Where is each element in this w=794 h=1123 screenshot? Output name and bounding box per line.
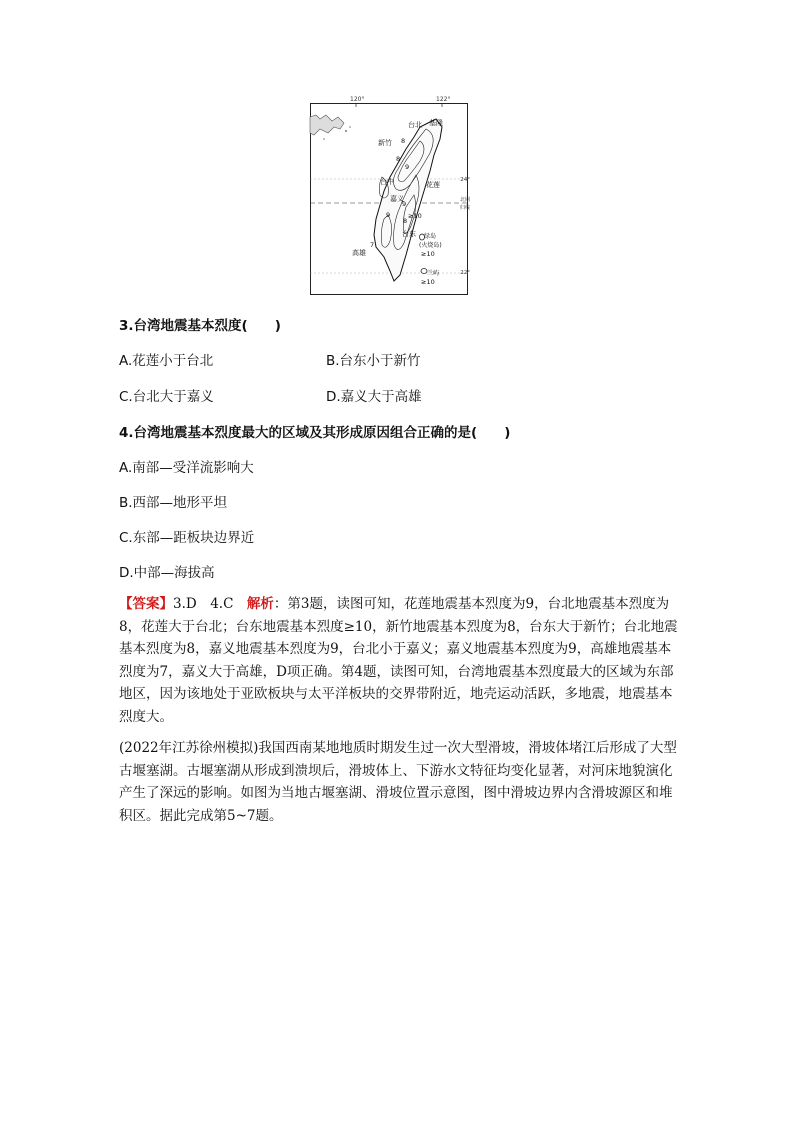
label-taidong: 台东 (402, 230, 416, 238)
passage-5-7: (2022年江苏徐州模拟)我国西南某地地质时期发生过一次大型滑坡，滑坡体堵江后形成了大型古堰塞湖。古堰塞湖从形成到溃坝后，滑坡体上、下游水文特征均变化显著，对河床地貌演化产生了深远的影响。如图为当地古堰塞湖、滑坡位置示意图，图中滑坡边界内含滑坡源区和堆积区。据此完成第5~7题。 (119, 740, 677, 824)
label-xinzhu: 新竹 (378, 139, 392, 147)
q4-option-b: B.西部—地形平坦 (119, 495, 228, 511)
lon-label-120: 120° (350, 96, 365, 103)
intensity-8-xinzhu: 8 (401, 137, 406, 145)
answer-keys: 3.D 4.C (173, 596, 247, 612)
q3-option-c: C.台北大于嘉义 (119, 389, 214, 405)
label-hualian: 花莲 (426, 181, 440, 189)
tropic-label-1: 北回 (459, 197, 470, 203)
analysis-text: ：第3题，读图可知，花莲地震基本烈度为9，台北地震基本烈度为8，花莲大于台北；台东地震基本烈度≥10，新竹地震基本烈度为8，台东大于新竹；台北地震基本烈度为8，嘉义地震基本烈度为9，台北小于嘉义；嘉义地震基本烈度为9，高雄地震基本烈度为7，嘉义大于高雄，D项正确。第4题，读图可知，台湾地震基本烈度最大的区域为东部地区，因为该地处于亚欧板块与太平洋板块的交界带附近，地壳运动活跃，多地震，地震基本烈度大。 (119, 596, 678, 725)
lat-label-22: 22° (460, 270, 470, 276)
tropic-label-2: 归线 (459, 205, 470, 211)
label-lvdao: 绿岛 (424, 233, 437, 240)
taiwan-earthquake-intensity-map (310, 95, 468, 295)
q4-option-d: D.中部—海拔高 (119, 565, 215, 581)
answer-explanation (119, 593, 679, 728)
label-jiayi: 嘉义 (390, 195, 404, 203)
label-lvdao-note: (火烧岛) (419, 242, 442, 249)
intensity-8-central: 8 (403, 217, 408, 225)
label-jilong: 基隆 (429, 119, 443, 127)
answer-tag: 【答案】 (119, 596, 173, 612)
intensity-ge10-lanyu: ≥10 (421, 278, 435, 286)
question-4-stem: 4.台湾地震基本烈度最大的区域及其形成原因组合正确的是( ) (119, 425, 511, 441)
lat-label-24: 24° (460, 177, 470, 183)
q4-option-a: A.南部—受洋流影响大 (119, 460, 254, 476)
q3-option-d: D.嘉义大于高雄 (326, 389, 422, 405)
label-lanyu: 兰屿 (427, 270, 440, 277)
q4-option-c: C.东部—距板块边界近 (119, 530, 255, 546)
q3-option-a: A.花莲小于台北 (119, 353, 214, 369)
question-3-stem: 3.台湾地震基本烈度( ) (119, 318, 281, 334)
analysis-label: 解析 (246, 596, 274, 612)
intensity-8-north: 8 (396, 155, 401, 163)
intensity-ge10-east: ≥10 (408, 212, 422, 220)
intensity-9-west: 9 (386, 211, 391, 219)
intensity-9-central: 9 (402, 200, 407, 208)
intensity-7-south: 7 (370, 241, 375, 249)
intensity-9-north: 9 (405, 163, 410, 171)
lon-label-122: 122° (436, 96, 451, 103)
label-taizhong: 台中 (380, 178, 394, 186)
label-taibei: 台北 (408, 121, 422, 129)
q3-option-b: B.台东小于新竹 (326, 353, 421, 369)
intensity-ge10-lvdao: ≥10 (421, 250, 435, 258)
label-gaoxiong: 高雄 (352, 249, 366, 257)
